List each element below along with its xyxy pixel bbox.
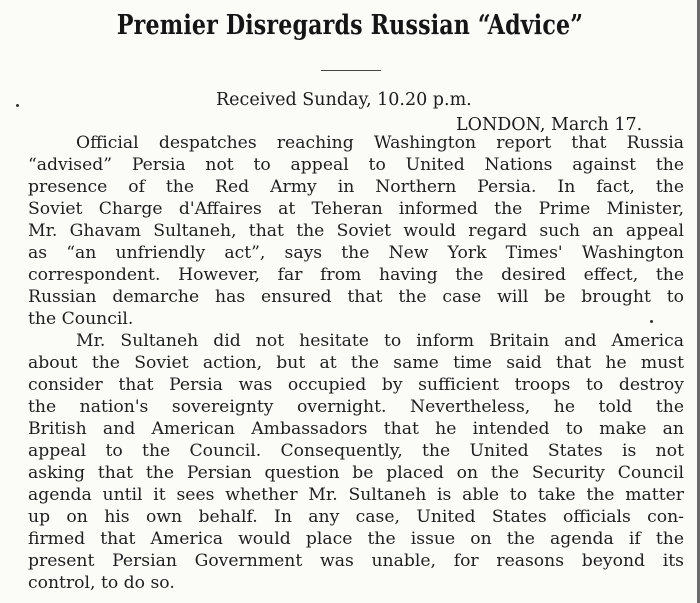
paragraph-1-line: “advised” Persia not to appeal to United Nations against the: [28, 155, 684, 175]
paragraph-2-line: the nation's sovereignty overnight. Nevertheless, he told the: [28, 397, 684, 417]
paragraph-2-line: firmed that America would place the issue on the agenda if the: [28, 529, 684, 549]
paragraph-1-line: presence of the Red Army in Northern Persia. In fact, the: [28, 177, 684, 197]
paragraph-2-line: asking that the Persian question be placed on the Security Council: [28, 463, 684, 483]
paragraph-1-line: Russian demarche has ensured that the case will be brought to: [28, 287, 684, 307]
paragraph-1-line: correspondent. However, far from having the desired effect, the: [28, 265, 684, 285]
paragraph-2-line: Mr. Sultaneh did not hesitate to inform Britain and America: [76, 331, 684, 351]
headline: Premier Disregards Russian “Advice”: [116, 10, 584, 41]
received-time: Received Sunday, 10.20 p.m.: [216, 90, 472, 110]
scan-speck: [16, 104, 19, 107]
paragraph-2-line: present Persian Government was unable, for reasons beyond its: [28, 551, 684, 571]
paragraph-2-line: up on his own behalf. In any case, United States officials con-: [28, 507, 684, 527]
paragraph-1-line: as “an unfriendly act”, says the New York Times' Washington: [28, 243, 684, 263]
headline-rule: [321, 70, 381, 71]
paragraph-2-line: about the Soviet action, but at the same time said that he must: [28, 353, 684, 373]
paragraph-1-line: Mr. Ghavam Sultaneh, that the Soviet would regard such an appeal: [28, 221, 684, 241]
paragraph-2-line: appeal to the Council. Consequently, the United States is not: [28, 441, 684, 461]
paragraph-1-line: Soviet Charge d'Affaires at Teheran informed the Prime Minister,: [28, 199, 684, 219]
paragraph-1-line: the Council.: [28, 309, 134, 329]
paragraph-2-line: British and American Ambassadors that he intended to make an: [28, 419, 684, 439]
paragraph-2-line: consider that Persia was occupied by sufficient troops to destroy: [28, 375, 684, 395]
paragraph-2-line: control, to do so.: [28, 573, 175, 593]
paragraph-1-line: Official despatches reaching Washington report that Russia: [76, 133, 684, 153]
paragraph-2-line: agenda until it sees whether Mr. Sultaneh is able to take the matter: [28, 485, 684, 505]
scan-speck: [650, 320, 653, 323]
dateline: LONDON, March 17.: [456, 115, 643, 135]
